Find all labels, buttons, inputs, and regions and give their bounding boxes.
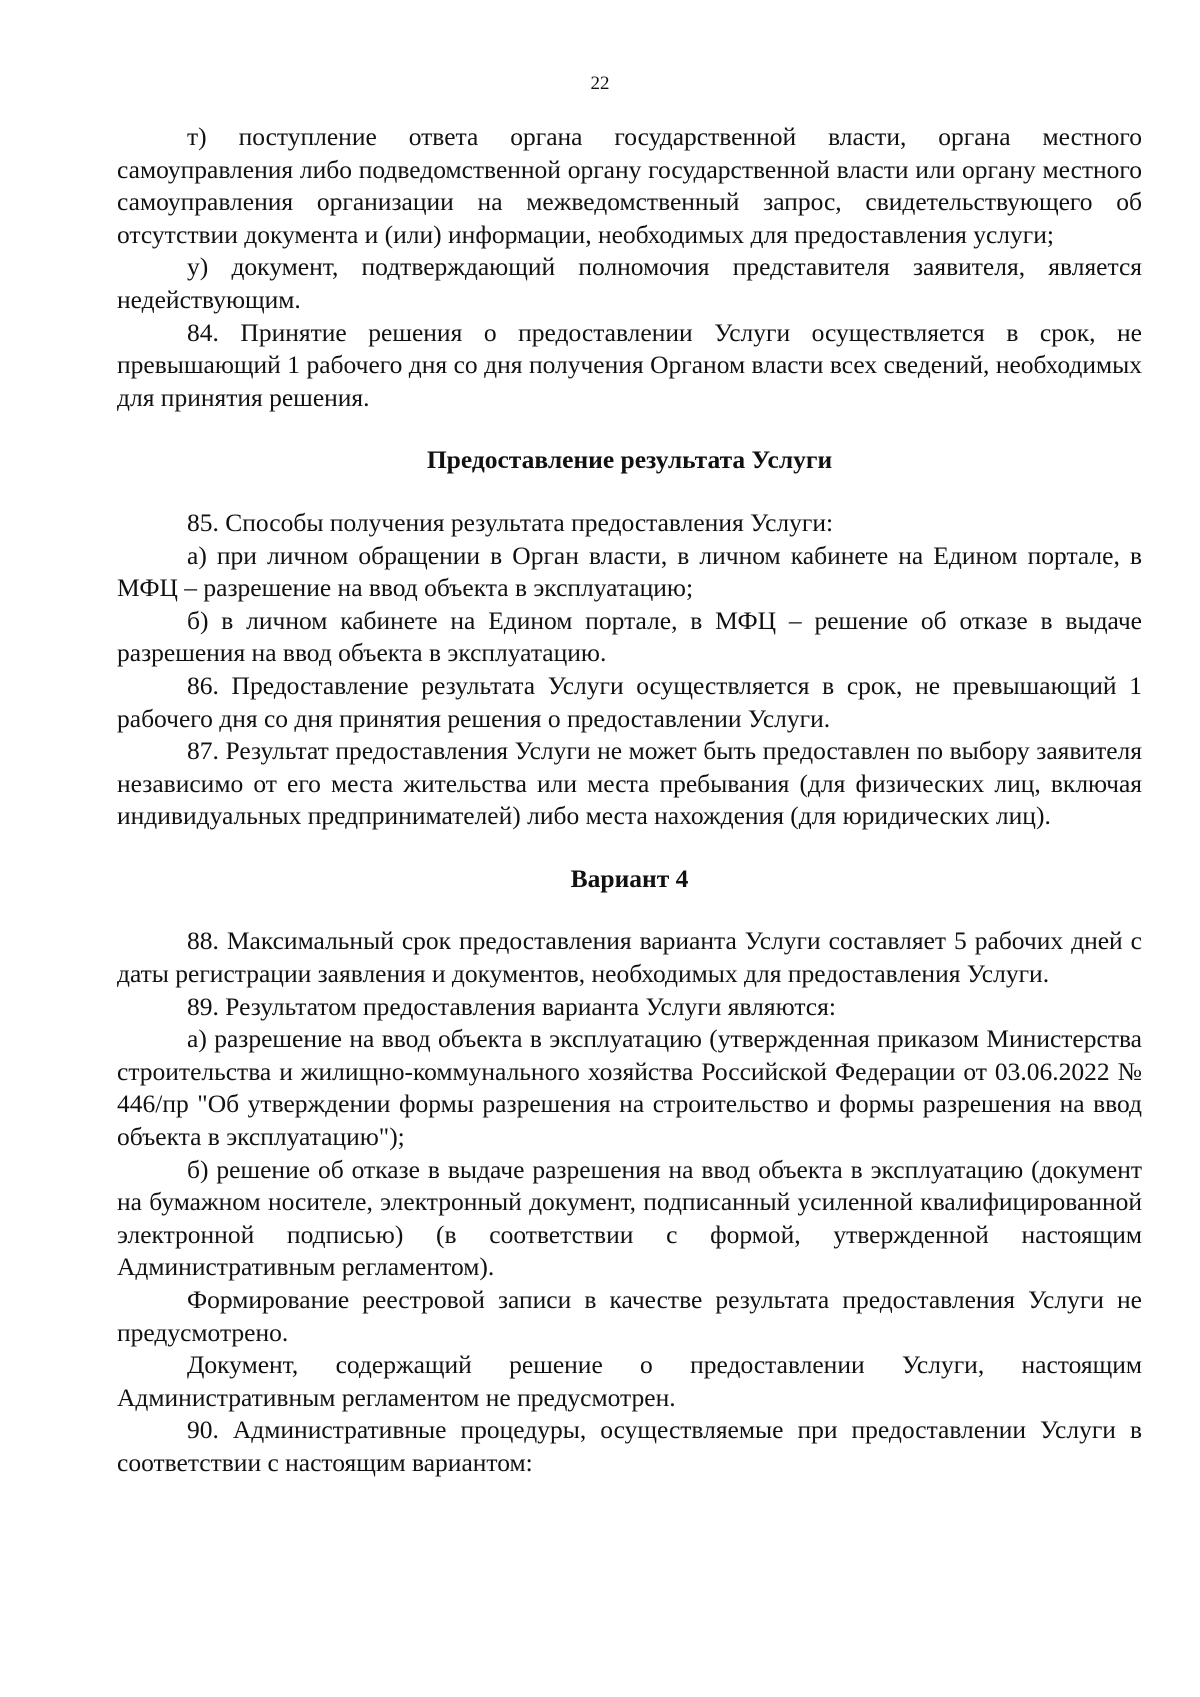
section-heading-variant-4: Вариант 4	[570, 863, 689, 893]
paragraph-86: 86. Предоставление результата Услуги осуществляется в срок, не превышающий 1 рабочего дня со дня принятия решения о предоставлении Услуги.	[117, 670, 1142, 733]
paragraph-88: 88. Максимальный срок предоставления варианта Услуги составляет 5 рабочих дней с даты регистрации заявления и документов, необходимых для предоставления Услуги.	[117, 926, 1142, 989]
paragraph-89: 89. Результатом предоставления варианта Услуги являются:	[187, 991, 836, 1021]
paragraph-85-a: а) при личном обращении в Орган власти, в личном кабинете на Едином портале, в МФЦ – разрешение на ввод объекта в эксплуатацию;	[117, 540, 1142, 603]
paragraph-item-u: у) документ, подтверждающий полномочия представителя заявителя, является недействующим.	[117, 252, 1142, 314]
page-number: 22	[590, 73, 610, 94]
section-heading-result: Предоставление результата Услуги	[426, 445, 833, 475]
paragraph-decision-document: Документ, содержащий решение о предоставлении Услуги, настоящим Административным регламентом не предусмотрен.	[117, 1350, 1142, 1412]
paragraph-89-b: б) решение об отказе в выдаче разрешения на ввод объекта в эксплуатацию (документ на бумажном носителе, электронный документ, подписанный усиленной квалифицированной электронной подписью) (в соответствии с формой, утвержденной настоящим Административным регламентом).	[117, 1154, 1142, 1282]
paragraph-84: 84. Принятие решения о предоставлении Услуги осуществляется в срок, не превышающий 1 рабочего дня со дня получения Органом власти всех сведений, необходимых для принятия решения.	[117, 317, 1142, 412]
paragraph-85-b: б) в личном кабинете на Едином портале, в МФЦ – решение об отказе в выдаче разрешения на ввод объекта в эксплуатацию.	[117, 605, 1142, 668]
paragraph-85: 85. Способы получения результата предоставления Услуги:	[187, 507, 834, 537]
paragraph-87: 87. Результат предоставления Услуги не может быть предоставлен по выбору заявителя независимо от его места жительства или места пребывания (для физических лиц, включая индивидуальных предпринимателей) либо места нахождения (для юридических лиц).	[117, 736, 1142, 831]
paragraph-item-t: т) поступление ответа органа государственной власти, органа местного самоуправления либо подведомственной органу государственной власти или органу местного самоуправления организации на межведомственный запрос, свидетельствующего об отсутствии документа и (или) информации, необходимых для предоставления услуги;	[117, 122, 1142, 249]
paragraph-registry-record: Формирование реестровой записи в качестве результата предоставления Услуги не предусмотрено.	[117, 1285, 1142, 1347]
paragraph-90: 90. Административные процедуры, осуществляемые при предоставлении Услуги в соответствии с настоящим вариантом:	[117, 1415, 1142, 1477]
paragraph-89-a: а) разрешение на ввод объекта в эксплуатацию (утвержденная приказом Министерства строительства и жилищно-коммунального хозяйства Российской Федерации от 03.06.2022 № 446/пр "Об утверждении формы разрешения на строительство и формы разрешения на ввод объекта в эксплуатацию");	[117, 1024, 1142, 1152]
document-body	[117, 121, 1142, 1480]
